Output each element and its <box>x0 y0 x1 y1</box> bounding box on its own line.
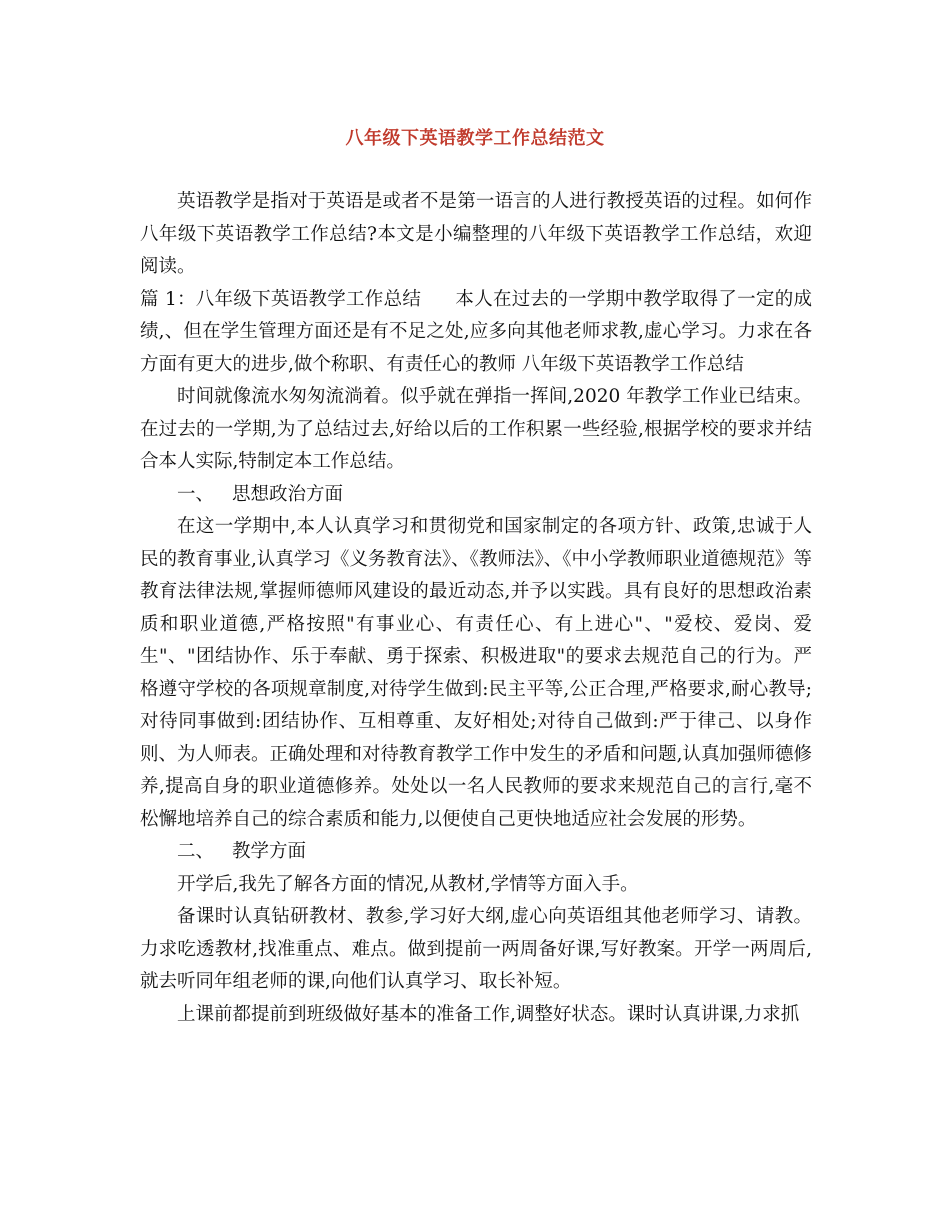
section1-number: 一、 <box>177 483 215 505</box>
document-title: 八年级下英语教学工作总结范文 <box>345 128 605 149</box>
piece1-label: 篇 1：八年级下英语教学工作总结 <box>140 288 422 310</box>
time-paragraph: 时间就像流水匆匆流淌着。似乎就在弹指一挥间,2020 年教学工作业已结束。在过去的一学期,为了总结过去,好给以后的工作积累一些经验,根据学校的要求并结合本人实际,特制定本工作总结。 <box>140 386 812 472</box>
document-body <box>140 186 812 1031</box>
section2-paragraph-3: 上课前都提前到班级做好基本的准备工作,调整好状态。课时认真讲课,力求抓 <box>177 1003 800 1025</box>
section1-paragraph: 在这一学期中,本人认真学习和贯彻党和国家制定的各项方针、政策,忠诚于人民的教育事业,认真学习《义务教育法》、《教师法》、《中小学教师职业道德规范》等教育法律法规,掌握师德师风建设的最近动态,并予以实践。具有良好的思想政治素质和职业道德,严格按照"有事业心、有责任心、有上进心"、"爱校、爱岗、爱生"、"团结协作、乐于奉献、勇于探索、积极进取"的要求去规范自己的行为。严格遵守学校的各项规章制度,对待学生做到:民主平等,公正合理,严格要求,耐心教导;对待同事做到:团结协作、互相尊重、友好相处;对待自己做到:严于律己、以身作则、为人师表。正确处理和对待教育教学工作中发生的矛盾和问题,认真加强师德修养,提高自身的职业道德修养。处处以一名人民教师的要求来规范自己的言行,毫不松懈地培养自己的综合素质和能力,以便使自己更快地适应社会发展的形势。 <box>140 516 812 830</box>
intro-paragraph: 英语教学是指对于英语是或者不是第一语言的人进行教授英语的过程。如何作八年级下英语教学工作总结?本文是小编整理的八年级下英语教学工作总结，欢迎阅读。 <box>140 191 812 277</box>
section2-paragraph-1: 开学后,我先了解各方面的情况,从教材,学情等方面入手。 <box>177 873 639 895</box>
piece1-paragraph <box>140 284 812 382</box>
section2-heading <box>140 836 812 869</box>
section2-paragraph-2: 备课时认真钻研教材、教参,学习好大纲,虚心向英语组其他老师学习、请教。力求吃透教材,找准重点、难点。做到提前一两周备好课,写好教案。开学一两周后,就去听同年组老师的课,向他们认真学习、取长补短。 <box>140 906 812 992</box>
section1-title: 思想政治方面 <box>232 483 344 505</box>
section2-number: 二、 <box>177 841 215 862</box>
section2-title: 教学方面 <box>232 841 307 862</box>
section1-heading <box>140 479 812 512</box>
piece1-text: 本人在过去的一学期中教学取得了一定的成绩,、但在学生管理方面还是有不足之处,应多向其他老师求教,虚心学习。力求在各方面有更大的进步,做个称职、有责任心的教师 八年级下英语教学工作总结 <box>140 288 812 375</box>
